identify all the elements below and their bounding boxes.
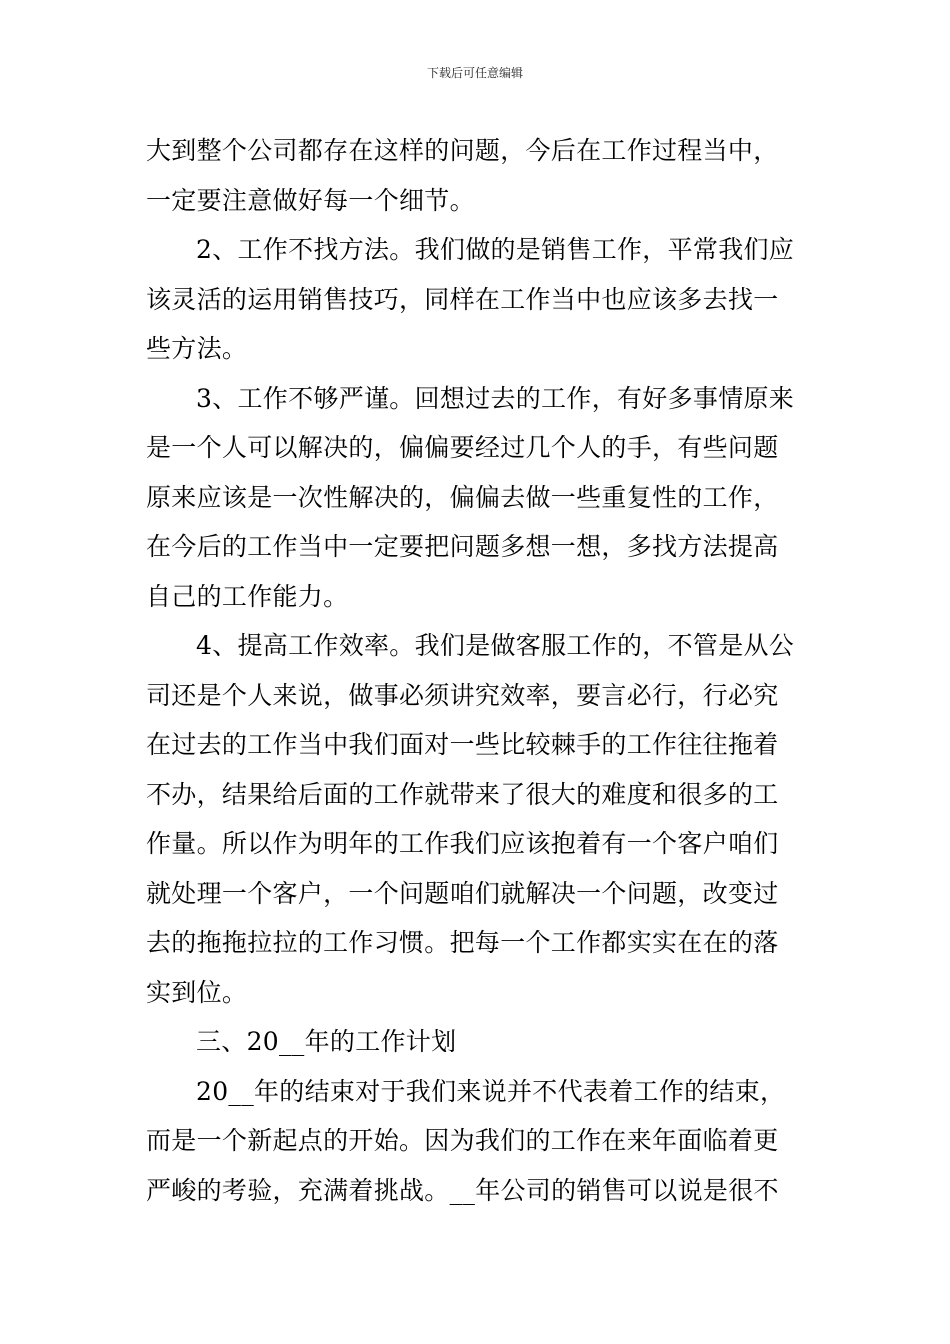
document-body xyxy=(146,126,812,1215)
text-line: 是一个人可以解决的，偏偏要经过几个人的手，有些问题 xyxy=(146,433,779,462)
paragraph-item-3 xyxy=(146,374,812,622)
text-line: 作量。所以作为明年的工作我们应该抱着有一个客户咱们 xyxy=(146,829,779,858)
text-line: 20__年的结束对于我们来说并不代表着工作的结束， xyxy=(196,1076,786,1106)
text-line: 而是一个新起点的开始。因为我们的工作在来年面临着更 xyxy=(146,1126,779,1155)
text-line: 3、工作不够严谨。回想过去的工作，有好多事情原来 xyxy=(196,383,795,413)
text-line: 该灵活的运用销售技巧，同样在工作当中也应该多去找一 xyxy=(146,284,779,314)
text-line: 不办，结果给后面的工作就带来了很大的难度和很多的工 xyxy=(146,779,779,809)
text-line: 在今后的工作当中一定要把问题多想一想，多找方法提高 xyxy=(146,532,779,561)
text-line: 严峻的考验，充满着挑战。__年公司的销售可以说是很不 xyxy=(146,1175,779,1205)
paragraph-item-2 xyxy=(146,225,812,374)
text-line: 司还是个人来说，做事必须讲究效率，要言必行，行必究 xyxy=(146,680,779,710)
text-line: 在过去的工作当中我们面对一些比较棘手的工作往往拖着 xyxy=(146,730,779,759)
paragraph-continuation xyxy=(146,126,812,225)
text-line: 去的拖拖拉拉的工作习惯。把每一个工作都实实在在的落 xyxy=(146,928,779,957)
text-line: 实到位。 xyxy=(146,977,248,1007)
section-heading xyxy=(146,1017,812,1067)
paragraph-item-4 xyxy=(146,621,812,1017)
text-line: 三、20__年的工作计划 xyxy=(196,1027,457,1056)
text-line: 原来应该是一次性解决的，偏偏去做一些重复性的工作， xyxy=(146,482,779,512)
text-line: 2、工作不找方法。我们做的是销售工作，平常我们应 xyxy=(196,235,795,264)
text-line: 一定要注意做好每一个细节。 xyxy=(146,185,475,215)
text-line: 些方法。 xyxy=(146,334,248,363)
page-header: 下载后可任意编辑 xyxy=(426,66,523,80)
text-line: 4、提高工作效率。我们是做客服工作的，不管是从公 xyxy=(196,631,795,660)
text-line: 自己的工作能力。 xyxy=(146,581,349,611)
paragraph-plan xyxy=(146,1067,812,1216)
text-line: 大到整个公司都存在这样的问题，今后在工作过程当中， xyxy=(146,136,779,165)
text-line: 就处理一个客户，一个问题咱们就解决一个问题，改变过 xyxy=(146,878,779,908)
